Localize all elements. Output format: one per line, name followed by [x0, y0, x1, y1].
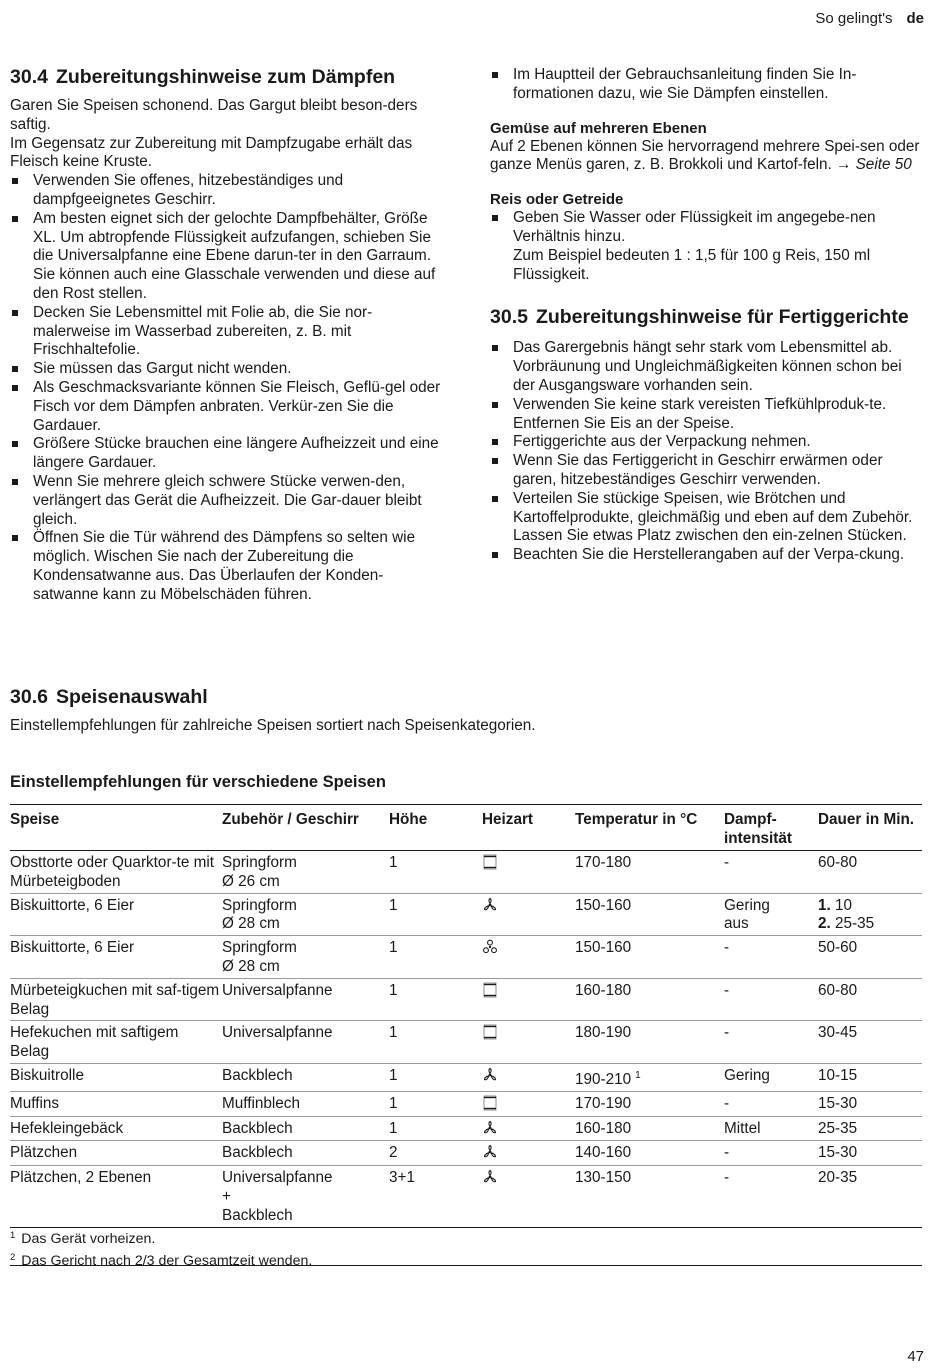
- accessory-cell: [222, 1091, 389, 1116]
- hot-air-icon: [482, 1170, 498, 1187]
- accessory-cell: [222, 1141, 389, 1166]
- dish-cell: Hefekuchen mit saftigem Belag: [10, 1021, 222, 1064]
- section-number: 30.6: [10, 686, 48, 708]
- accessory-line: Ø 28 cm: [222, 915, 280, 933]
- list-item: Beachten Sie die Herstellerangaben auf der Verpa-ckung.: [490, 546, 922, 565]
- temperature-cell: [575, 1021, 724, 1064]
- top-bottom-heat-icon: [482, 1096, 498, 1113]
- list-item: [10, 304, 442, 360]
- accessory-cell: [222, 893, 389, 936]
- accessory-line: Springform: [222, 896, 297, 914]
- accessory-cell: [222, 1063, 389, 1091]
- duration-line: [818, 1120, 920, 1139]
- heating-mode-cell: [482, 1116, 575, 1141]
- temperature-value: 180-190: [575, 1024, 632, 1042]
- section-title: Speisenauswahl: [55, 686, 208, 708]
- table-row: [10, 893, 922, 936]
- temperature-cell: [575, 1063, 724, 1091]
- level-cell: 1: [389, 1063, 482, 1091]
- section-intro: Einstellempfehlungen für zahlreiche Speisen sortiert nach Speisenkategorien.: [10, 717, 536, 734]
- section-30-6: [10, 686, 922, 736]
- duration-cell: [818, 1141, 922, 1166]
- list-item-subtext: Zum Beispiel bedeuten 1 : 1,5 für 100 g Reis, 150 ml Flüssigkeit.: [513, 246, 871, 283]
- table-row: [10, 1021, 922, 1064]
- temperature-cell: [575, 1116, 724, 1141]
- column-header: Höhe: [389, 805, 482, 851]
- steaming-tips-list: [10, 172, 442, 604]
- duration-step-number: 2.: [818, 915, 831, 933]
- duration-line: [818, 1144, 920, 1163]
- page-reference-link[interactable]: Seite 50: [855, 156, 912, 174]
- list-item-text: Geben Sie Wasser oder Flüssigkeit im angegebe-nen Verhältnis hinzu.: [513, 209, 876, 245]
- top-bottom-heat-icon: [482, 983, 498, 1000]
- section-title: Zubereitungshinweise für Fertiggerichte: [535, 306, 909, 329]
- duration-value: 15-30: [818, 1094, 858, 1112]
- accessory-cell: [222, 936, 389, 979]
- section-title: Zubereitungshinweise zum Dämpfen: [55, 66, 396, 88]
- temperature-cell: [575, 1166, 724, 1227]
- duration-cell: [818, 1063, 922, 1091]
- temperature-value: 170-190: [575, 1094, 632, 1112]
- settings-table: [10, 804, 922, 1228]
- table-title: Einstellempfehlungen für verschiedene Speisen: [10, 773, 386, 791]
- steam-intensity-cell: [724, 851, 818, 894]
- steam-intensity-cell: [724, 1021, 818, 1064]
- footnote: [10, 1227, 922, 1249]
- accessory-line: +: [222, 1187, 231, 1205]
- dish-cell: Mürbeteigkuchen mit saf-tigem Belag: [10, 978, 222, 1021]
- accessory-line: Springform: [222, 854, 297, 871]
- section-30-4-heading: [10, 66, 442, 89]
- steam-intensity-line: -: [724, 939, 730, 957]
- dish-cell: Biskuittorte, 6 Eier: [10, 893, 222, 936]
- duration-line: [818, 1067, 920, 1086]
- accessory-line: Backblech: [222, 1066, 293, 1084]
- temperature-value: 190-210: [575, 1070, 632, 1088]
- temperature-value: 160-180: [575, 981, 632, 999]
- footnote-marker: 1: [10, 1230, 16, 1241]
- steam-intensity-line: -: [724, 1144, 730, 1162]
- accessory-line: Ø 26 cm: [222, 872, 280, 890]
- ready-meals-tips-list: [490, 339, 922, 565]
- top-bottom-heat-icon: [482, 1025, 498, 1042]
- accessory-cell: [222, 978, 389, 1021]
- duration-value: 15-30: [818, 1144, 858, 1162]
- dish-cell: Muffins: [10, 1091, 222, 1116]
- list-item: [10, 529, 442, 604]
- dish-cell: Plätzchen: [10, 1141, 222, 1166]
- table-row: [10, 978, 922, 1021]
- hot-air-icon: [482, 1145, 498, 1162]
- duration-line: [818, 939, 920, 958]
- heating-mode-cell: [482, 1141, 575, 1166]
- duration-line: [818, 982, 920, 1001]
- temperature-cell: [575, 851, 724, 894]
- temperature-value: 170-180: [575, 854, 632, 871]
- page-header: [815, 10, 924, 27]
- table-row: [10, 936, 922, 979]
- arrow-icon: →: [836, 156, 852, 174]
- level-cell: 1: [389, 936, 482, 979]
- list-item: Fertiggerichte aus der Verpackung nehmen.: [490, 433, 922, 452]
- vegetables-body: Auf 2 Ebenen können Sie hervorragend mehrere Spei-sen oder ganze Menüs garen, z. B. Brokkoli und Kartof-feln.: [490, 137, 920, 174]
- accessory-line: Backblech: [222, 1144, 293, 1162]
- steam-intensity-line: aus: [724, 915, 749, 933]
- steam-intensity-line: -: [724, 981, 730, 999]
- list-item-text: Am besten eignet sich der gelochte Dampfbehälter, Größe XL. Um abtropfende Flüssigkeit aufzufangen, schieben Sie die Universalpfanne eine Ebene darun-ter in den Garraum.: [33, 209, 431, 265]
- accessory-line: Ø 28 cm: [222, 957, 280, 975]
- steam-intensity-cell: [724, 893, 818, 936]
- steam-intensity-line: -: [724, 1169, 730, 1187]
- heating-mode-cell: [482, 1021, 575, 1064]
- list-item-text: Decken Sie Lebensmittel mit Folie ab, die Sie nor-malerweise im Wasserbad zubereiten, z. B. mit Frischhaltefolie.: [33, 303, 373, 359]
- section-number: 30.5: [490, 306, 528, 329]
- list-item-text: Größere Stücke brauchen eine längere Aufheizzeit und eine längere Gardauer.: [33, 435, 439, 472]
- list-item: [10, 210, 442, 304]
- duration-cell: [818, 978, 922, 1021]
- level-cell: 1: [389, 1091, 482, 1116]
- duration-cell: [818, 1166, 922, 1227]
- column-header: Zubehör / Geschirr: [222, 805, 389, 851]
- column-header: Speise: [10, 805, 222, 851]
- duration-value: 30-45: [818, 1024, 858, 1042]
- temperature-value: 140-160: [575, 1144, 632, 1162]
- intro-paragraph: Im Gegensatz zur Zubereitung mit Dampfzugabe erhält das Fleisch keine Kruste.: [10, 134, 413, 171]
- heating-mode-cell: [482, 851, 575, 894]
- duration-line: [818, 897, 920, 916]
- list-item-text: Sie müssen das Gargut nicht wenden.: [33, 360, 292, 378]
- duration-value: 25-35: [818, 1119, 858, 1137]
- accessory-cell: [222, 1166, 389, 1227]
- column-header: Heizart: [482, 805, 575, 851]
- duration-value: 10-15: [818, 1066, 858, 1084]
- temperature-cell: [575, 978, 724, 1021]
- duration-line: [818, 1095, 920, 1114]
- duration-line: [818, 1169, 920, 1188]
- duration-cell: [818, 851, 922, 894]
- steam-intensity-line: Gering: [724, 1066, 770, 1084]
- steam-intensity-cell: [724, 1091, 818, 1116]
- accessory-line: Muffinblech: [222, 1094, 300, 1112]
- accessory-cell: [222, 1021, 389, 1064]
- page-number: 47: [907, 1348, 924, 1365]
- intro-paragraph: Garen Sie Speisen schonend. Das Gargut bleibt beson-ders saftig.: [10, 97, 418, 133]
- heating-mode-cell: [482, 1166, 575, 1227]
- steam-intensity-line: -: [724, 1094, 730, 1112]
- hot-air-icon: [482, 1068, 498, 1085]
- temperature-cell: [575, 1091, 724, 1116]
- duration-value: 50-60: [818, 939, 858, 957]
- footnote-marker: 2: [10, 1251, 16, 1263]
- steam-intensity-cell: [724, 936, 818, 979]
- header-section: So gelingt's: [815, 10, 893, 27]
- accessory-line: Universalpfanne: [222, 1024, 333, 1042]
- dish-cell: Hefekleingebäck: [10, 1116, 222, 1141]
- temperature-value: 150-160: [575, 939, 632, 957]
- accessory-cell: [222, 1116, 389, 1141]
- level-cell: 2: [389, 1141, 482, 1166]
- section-30-6-heading: [10, 686, 922, 709]
- level-cell: 1: [389, 893, 482, 936]
- temperature-value: 160-180: [575, 1119, 632, 1137]
- dish-cell: Biskuittorte, 6 Eier: [10, 936, 222, 979]
- list-item-text: Verwenden Sie offenes, hitzebeständiges und dampfgeeignetes Geschirr.: [33, 172, 344, 208]
- footnote-marker: 1: [635, 1069, 641, 1081]
- duration-cell: [818, 936, 922, 979]
- rice-list: [490, 209, 922, 284]
- accessory-line: Universalpfanne: [222, 1169, 333, 1187]
- temperature-cell: [575, 893, 724, 936]
- column-header: Dampf-intensität: [724, 805, 818, 851]
- list-item: Verteilen Sie stückige Speisen, wie Brötchen und Kartoffelprodukte, gleichmäßig und eben auf dem Zubehör. Lassen Sie etwas Platz zwischen den ein-zelnen Stücken.: [490, 490, 922, 546]
- duration-value: 25-35: [835, 915, 875, 933]
- column-header: Temperatur in °C: [575, 805, 724, 851]
- column-header: Dauer in Min.: [818, 805, 922, 851]
- list-item: Im Hauptteil der Gebrauchsanleitung finden Sie In-formationen dazu, wie Sie Dämpfen einstellen.: [490, 66, 922, 104]
- hot-air-gentle-icon: [482, 940, 498, 957]
- header-language: de: [906, 10, 924, 27]
- list-item: Wenn Sie das Fertiggericht in Geschirr erwärmen oder garen, hitzebeständiges Geschirr verwenden.: [490, 452, 922, 490]
- vegetables-heading: Gemüse auf mehreren Ebenen: [490, 119, 707, 137]
- table-row: [10, 1166, 922, 1227]
- list-item: Verwenden Sie keine stark vereisten Tiefkühlproduk-te. Entfernen Sie Eis an der Speise.: [490, 396, 922, 434]
- steam-intensity-cell: [724, 1116, 818, 1141]
- temperature-value: 150-160: [575, 896, 632, 914]
- level-cell: 1: [389, 978, 482, 1021]
- duration-value: 60-80: [818, 981, 858, 999]
- dish-cell: Biskuitrolle: [10, 1063, 222, 1091]
- footnote-text: Das Gerät vorheizen.: [21, 1231, 156, 1247]
- footnotes-divider: [10, 1265, 922, 1266]
- heating-mode-cell: [482, 893, 575, 936]
- steam-intensity-cell: [724, 978, 818, 1021]
- table-row: [10, 851, 922, 894]
- duration-cell: [818, 1091, 922, 1116]
- list-item: [490, 209, 922, 284]
- list-item: [10, 360, 442, 379]
- list-item: [10, 379, 442, 435]
- vegetables-text: [490, 138, 922, 176]
- duration-cell: [818, 893, 922, 936]
- section-30-4: [10, 66, 442, 605]
- section-30-5-heading: [490, 306, 922, 329]
- accessory-line: Springform: [222, 939, 297, 957]
- steam-intensity-cell: [724, 1063, 818, 1091]
- temperature-value: 130-150: [575, 1169, 632, 1187]
- level-cell: 1: [389, 1116, 482, 1141]
- list-item-text: Als Geschmacksvariante können Sie Fleisch, Geflü-gel oder Fisch vor dem Dämpfen anbraten. Verkür-zen Sie die Gardauer.: [33, 378, 441, 434]
- accessory-line: Universalpfanne: [222, 981, 333, 999]
- duration-value: 60-80: [818, 854, 858, 871]
- steam-intensity-line: -: [724, 854, 730, 871]
- footnote-text: Das Gericht nach 2/3 der Gesamtzeit wenden.: [21, 1252, 313, 1269]
- accessory-line: Backblech: [222, 1119, 293, 1137]
- temperature-cell: [575, 1141, 724, 1166]
- steam-intensity-line: Mittel: [724, 1119, 761, 1137]
- heating-mode-cell: [482, 936, 575, 979]
- level-cell: 1: [389, 851, 482, 894]
- footnote: [10, 1249, 922, 1271]
- steam-intensity-cell: [724, 1166, 818, 1227]
- level-cell: 1: [389, 1021, 482, 1064]
- duration-line: [818, 854, 920, 873]
- steam-intensity-line: -: [724, 1024, 730, 1042]
- duration-line: [818, 915, 920, 934]
- right-column: [490, 66, 922, 565]
- heating-mode-cell: [482, 978, 575, 1021]
- duration-value: 10: [835, 896, 853, 914]
- steam-intensity-line: Gering: [724, 896, 770, 914]
- list-item: [10, 172, 442, 210]
- duration-cell: [818, 1116, 922, 1141]
- duration-cell: [818, 1021, 922, 1064]
- rice-heading: Reis oder Getreide: [490, 191, 624, 209]
- section-number: 30.4: [10, 66, 48, 88]
- table-row: [10, 1091, 922, 1116]
- steaming-tips-continued: [490, 66, 922, 104]
- duration-step-number: 1.: [818, 896, 831, 914]
- list-item: [10, 473, 442, 529]
- table-row: [10, 1116, 922, 1141]
- temperature-cell: [575, 936, 724, 979]
- list-item-subtext: Sie können auch eine Glasschale verwenden und diese auf den Rost stellen.: [33, 266, 436, 302]
- table-row: [10, 1141, 922, 1166]
- table-header-row: [10, 805, 922, 851]
- heating-mode-cell: [482, 1063, 575, 1091]
- accessory-line: Backblech: [222, 1206, 293, 1224]
- hot-air-icon: [482, 898, 498, 915]
- duration-line: [818, 1024, 920, 1043]
- duration-value: 20-35: [818, 1169, 858, 1187]
- list-item-text: Wenn Sie mehrere gleich schwere Stücke verwen-den, verlängert das Gerät die Aufheizzeit. Die Gar-dauer bleibt gleich.: [33, 472, 422, 528]
- top-bottom-heat-icon: [482, 855, 498, 872]
- list-item: [10, 435, 442, 473]
- heating-mode-cell: [482, 1091, 575, 1116]
- level-cell: 3+1: [389, 1166, 482, 1227]
- list-item: Das Garergebnis hängt sehr stark vom Lebensmittel ab. Vorbräunung und Ungleichmäßigkeiten können schon bei der Ausgangsware vorhanden sein.: [490, 339, 922, 395]
- dish-cell: Obsttorte oder Quarktor-te mit Mürbeteigboden: [10, 851, 222, 894]
- dish-cell: Plätzchen, 2 Ebenen: [10, 1166, 222, 1227]
- accessory-cell: [222, 851, 389, 894]
- list-item-text: Öffnen Sie die Tür während des Dämpfens so selten wie möglich. Wischen Sie nach der Zubereitung die Kondensatwanne aus. Das Überlaufen der Konden-satwanne kann zu Möbelschäden führen.: [33, 529, 416, 603]
- footnotes: [10, 1227, 922, 1270]
- hot-air-icon: [482, 1121, 498, 1138]
- steam-intensity-cell: [724, 1141, 818, 1166]
- table-row: [10, 1063, 922, 1091]
